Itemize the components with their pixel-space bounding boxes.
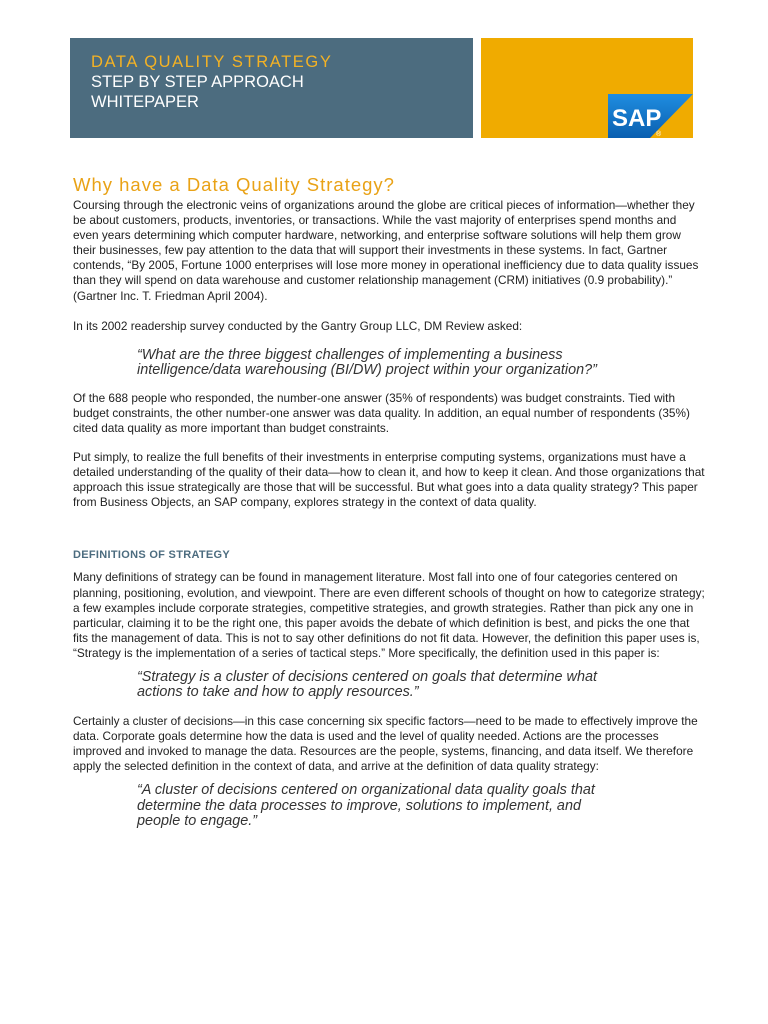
sap-logo-block <box>481 38 693 138</box>
sap-logo-text: SAP <box>612 105 662 132</box>
document-title: DATA QUALITY STRATEGY <box>91 53 333 71</box>
paragraph-survey: In its 2002 readership survey conducted by the Gantry Group LLC, DM Review asked: <box>73 318 523 333</box>
quote-data-quality-strategy: “A cluster of decisions centered on organizational data quality goals that determine the data processes to improve, solutions to implement, and people to engage.” <box>137 782 595 830</box>
section-heading-definitions: DEFINITIONS OF STRATEGY <box>73 549 231 562</box>
document-body <box>73 173 705 830</box>
document-subtitle: STEP BY STEP APPROACH <box>91 73 304 91</box>
quote-bi-challenges: “What are the three biggest challenges of implementing a business intelligence/data warehousing (BI/DW) project within your organization?” <box>137 346 597 379</box>
paragraph-respondents: Of the 688 people who responded, the number-one answer (35% of respondents) was budget constraints. Tied with budget constraints, the other number-one answer was data quality. In addition, an equal number of respondents (35%) cited data quality as more important than budget constraints. <box>73 390 690 435</box>
sap-logo <box>608 94 693 138</box>
registered-mark: ® <box>656 131 662 138</box>
document-type: WHITEPAPER <box>91 93 199 111</box>
header-banner <box>70 38 473 138</box>
paragraph-definitions: Many definitions of strategy can be found in management literature. Most fall into one of four categories centered on planning, positioning, evolution, and viewpoint. There are even different schools of thought on how to categorize strategy; a few examples include corporate strategies, competitive strategies, and growth strategies. Rather than pick any one in particular, claiming it to be the right one, this paper avoids the debate of which definition is best, and picks the one that fits the management of data. This is not to say other definitions do not fit data. However, the definition this paper uses is, “Strategy is the implementation of a series of tactical steps.” More specifically, the definition used in this paper is: <box>73 570 705 660</box>
section-heading-why: Why have a Data Quality Strategy? <box>73 174 395 195</box>
paragraph-intro: Coursing through the electronic veins of organizations around the globe are critical pieces of information—whether they be about customers, products, inventories, or transactions. While the vast majority of enterprises spend months and even years determining which computer hardware, networking, and enterprise software solutions will help them grow their businesses, few pay attention to the data that will support their investments in these systems. In fact, Gartner contends, “By 2005, Fortune 1000 enterprises will lose more money in operational inefficiency due to data quality issues than they will spend on data warehouse and customer relationship management (CRM) initiatives (0.9 probability).” (Gartner Inc. T. Friedman April 2004). <box>73 198 699 303</box>
quote-strategy-definition: “Strategy is a cluster of decisions centered on goals that determine what actions to take and how to apply resources.” <box>137 668 597 701</box>
paragraph-cluster: Certainly a cluster of decisions—in this case concerning six specific factors—need to be made to effectively improve the data. Corporate goals determine how the data is used and the level of quality needed. Actions are the processes improved and invoked to manage the data. Resources are the people, systems, financing, and data itself. We therefore apply the selected definition in the context of data, and arrive at the definition of data quality strategy: <box>73 713 698 774</box>
paragraph-put-simply: Put simply, to realize the full benefits of their investments in enterprise computing systems, organizations must have a detailed understanding of the quality of their data—how to clean it, and how to keep it clean. And those organizations that approach this issue strategically are those that will be successful. But what goes into a data quality strategy? This paper from Business Objects, an SAP company, explores strategy in the context of data quality. <box>73 450 705 510</box>
